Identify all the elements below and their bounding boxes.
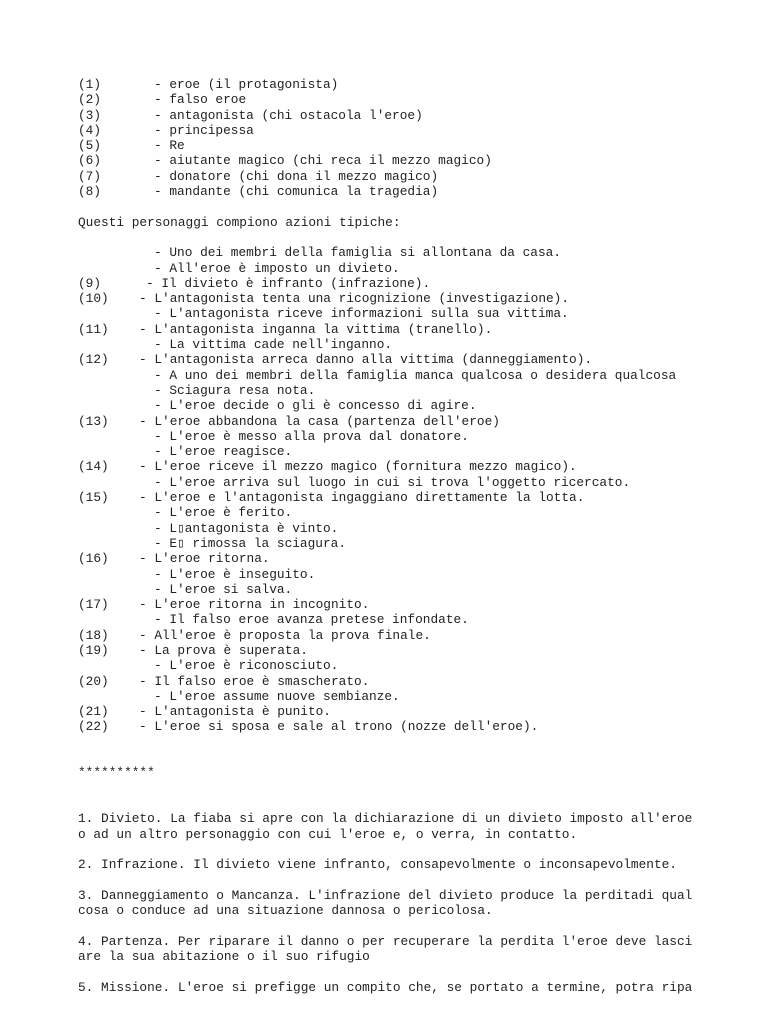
- action-item: [78, 628, 758, 643]
- action-item: [78, 505, 758, 520]
- item-text: - La vittima cade nell'inganno.: [154, 337, 393, 353]
- character-item: [78, 153, 758, 168]
- action-item: [78, 612, 758, 627]
- action-item: [78, 414, 758, 429]
- item-number: (13): [78, 413, 109, 429]
- item-text: - Uno dei membri della famiglia si allontana da casa.: [154, 245, 562, 261]
- item-text: - All'eroe è proposta la prova finale.: [139, 627, 431, 643]
- spacer: [78, 872, 758, 887]
- spacer: [78, 750, 758, 765]
- action-item: [78, 444, 758, 459]
- item-text: - A uno dei membri della famiglia manca qualcosa o desidera qualcosa: [154, 367, 677, 383]
- item-number: (7): [78, 168, 102, 184]
- character-list: [78, 77, 758, 199]
- item-number: (3): [78, 107, 102, 123]
- action-item: [78, 567, 758, 582]
- spacer: [78, 199, 758, 214]
- item-number: (2): [78, 92, 102, 108]
- item-text: - antagonista (chi ostacola l'eroe): [154, 107, 423, 123]
- spacer: [78, 781, 758, 796]
- action-item: [78, 429, 758, 444]
- document-page: [78, 77, 758, 995]
- action-item: [78, 459, 758, 474]
- item-number: (4): [78, 122, 102, 138]
- item-text: - La prova è superata.: [139, 642, 308, 658]
- action-item: [78, 398, 758, 413]
- item-text: - donatore (chi dona il mezzo magico): [154, 168, 439, 184]
- item-text: - L'eroe è ferito.: [154, 505, 293, 521]
- function-paragraph: 1. Divieto. La fiaba si apre con la dichiarazione di un divieto imposto all'eroe o ad un altro personaggio con cui l'eroe e, o verra, in contatto.: [78, 811, 693, 842]
- item-text: - L'eroe riceve il mezzo magico (fornitura mezzo magico).: [139, 459, 577, 475]
- character-item: [78, 138, 758, 153]
- action-item: [78, 291, 758, 306]
- intro-text: Questi personaggi compiono azioni tipiche:: [78, 214, 401, 230]
- item-text: - Sciagura resa nota.: [154, 382, 316, 398]
- item-number: (8): [78, 184, 102, 200]
- function-paragraphs: [78, 811, 758, 995]
- item-number: (16): [78, 551, 109, 567]
- item-text: - principessa: [154, 122, 254, 138]
- item-number: (11): [78, 321, 109, 337]
- action-item: [78, 322, 758, 337]
- item-text: - Il falso eroe avanza pretese infondate.: [154, 612, 469, 628]
- character-item: [78, 184, 758, 199]
- action-item: [78, 643, 758, 658]
- action-item: [78, 704, 758, 719]
- item-number: (21): [78, 704, 109, 720]
- function-paragraph: 2. Infrazione. Il divieto viene infranto, consapevolmente o inconsapevolmente.: [78, 857, 677, 873]
- action-item: [78, 536, 758, 551]
- item-text: - L'antagonista inganna la vittima (tranello).: [139, 321, 493, 337]
- action-item: [78, 551, 758, 566]
- item-text: - L'eroe ritorna in incognito.: [139, 597, 370, 613]
- action-item: [78, 674, 758, 689]
- item-number: (12): [78, 352, 109, 368]
- action-item: [78, 337, 758, 352]
- character-item: [78, 92, 758, 107]
- item-text: - Il divieto è infranto (infrazione).: [146, 275, 431, 291]
- action-item: [78, 475, 758, 490]
- item-number: (17): [78, 597, 109, 613]
- item-text: - L'eroe è riconosciuto.: [154, 658, 339, 674]
- item-text: - E▯ rimossa la sciagura.: [154, 535, 347, 551]
- item-text: - mandante (chi comunica la tragedia): [154, 184, 439, 200]
- action-item: [78, 261, 758, 276]
- function-paragraph: 3. Danneggiamento o Mancanza. L'infrazione del divieto produce la perditadi qualcosa o conduce ad una situazione dannosa o pericolosa.: [78, 887, 693, 919]
- item-text: - L'eroe si sposa e sale al trono (nozze dell'eroe).: [139, 719, 539, 735]
- character-item: [78, 77, 758, 92]
- spacer: [78, 842, 758, 857]
- action-item: [78, 719, 758, 734]
- item-number: (9): [78, 275, 102, 291]
- item-text: - L'eroe assume nuove sembianze.: [154, 688, 400, 704]
- action-item: [78, 597, 758, 612]
- action-item: [78, 276, 758, 291]
- item-number: (20): [78, 673, 109, 689]
- separator: **********: [78, 765, 155, 781]
- item-number: (22): [78, 719, 109, 735]
- item-number: (6): [78, 153, 102, 169]
- action-list: [78, 245, 758, 735]
- action-item: [78, 245, 758, 260]
- spacer: [78, 230, 758, 245]
- item-text: - eroe (il protagonista): [154, 77, 339, 92]
- character-item: [78, 169, 758, 184]
- item-number: (5): [78, 138, 102, 154]
- item-text: - L'eroe reagisce.: [154, 444, 293, 460]
- item-text: - Il falso eroe è smascherato.: [139, 673, 370, 689]
- function-paragraph: 5. Missione. L'eroe si prefigge un compito che, se portato a termine, potra ripa: [78, 979, 693, 995]
- item-text: - L'eroe decide o gli è concesso di agire.: [154, 398, 477, 414]
- item-number: (10): [78, 291, 109, 307]
- item-number: (14): [78, 459, 109, 475]
- item-text: - L'eroe è inseguito.: [154, 566, 316, 582]
- action-item: [78, 490, 758, 505]
- item-text: - L'antagonista tenta una ricognizione (investigazione).: [139, 291, 570, 307]
- item-text: - All'eroe è imposto un divieto.: [154, 260, 400, 276]
- item-text: - L'eroe si salva.: [154, 581, 293, 597]
- character-item: [78, 123, 758, 138]
- item-number: (15): [78, 490, 109, 506]
- item-number: (19): [78, 642, 109, 658]
- item-text: - L▯antagonista è vinto.: [154, 520, 339, 536]
- item-text: - L'eroe è messo alla prova dal donatore.: [154, 428, 469, 444]
- item-number: (18): [78, 627, 109, 643]
- action-item: [78, 306, 758, 321]
- item-text: - Re: [154, 138, 185, 154]
- character-item: [78, 108, 758, 123]
- action-item: [78, 582, 758, 597]
- spacer: [78, 964, 758, 979]
- action-item: [78, 352, 758, 367]
- item-text: - L'eroe abbandona la casa (partenza dell'eroe): [139, 413, 500, 429]
- item-text: - L'antagonista riceve informazioni sulla sua vittima.: [154, 306, 569, 322]
- item-number: (1): [78, 77, 102, 92]
- action-item: [78, 658, 758, 673]
- spacer: [78, 735, 758, 750]
- action-item: [78, 383, 758, 398]
- action-item: [78, 689, 758, 704]
- spacer: [78, 796, 758, 811]
- item-text: - L'antagonista arreca danno alla vittima (danneggiamento).: [139, 352, 593, 368]
- item-text: - L'eroe e l'antagonista ingaggiano direttamente la lotta.: [139, 490, 585, 506]
- function-paragraph: 4. Partenza. Per riparare il danno o per recuperare la perdita l'eroe deve lasciare la sua abitazione o il suo rifugio: [78, 933, 693, 964]
- item-text: - falso eroe: [154, 92, 247, 108]
- action-item: [78, 521, 758, 536]
- action-item: [78, 368, 758, 383]
- item-text: - L'eroe ritorna.: [139, 551, 270, 567]
- item-text: - aiutante magico (chi reca il mezzo magico): [154, 153, 492, 169]
- item-text: - L'eroe arriva sul luogo in cui si trova l'oggetto ricercato.: [154, 474, 631, 490]
- item-text: - L'antagonista è punito.: [139, 704, 331, 720]
- spacer: [78, 918, 758, 933]
